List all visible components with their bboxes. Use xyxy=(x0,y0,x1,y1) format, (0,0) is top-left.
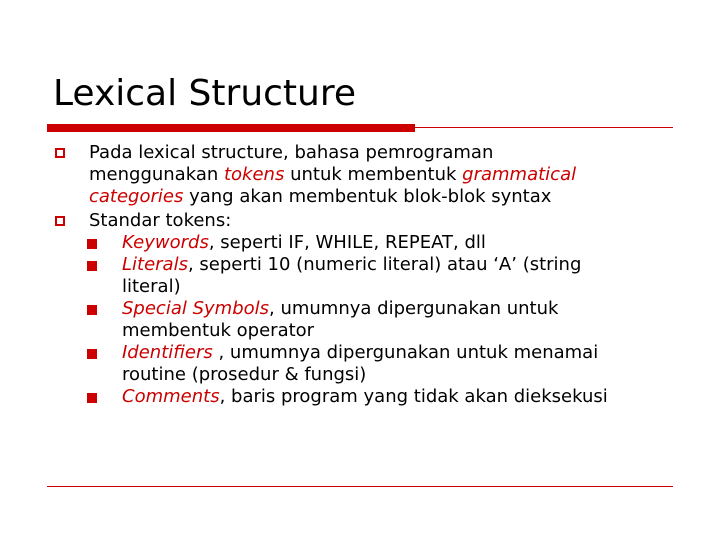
bullet-text xyxy=(89,210,692,232)
bullet-line: Standar tokens: xyxy=(89,210,232,231)
hollow-square-bullet-icon xyxy=(55,148,65,158)
filled-square-bullet-icon xyxy=(87,393,97,403)
footer-rule xyxy=(47,486,673,487)
emphasis-term: Literals xyxy=(122,254,188,275)
bullet-line: menggunakan tokens untuk membentuk grammatical xyxy=(89,164,577,185)
sub-bullet-item xyxy=(52,342,692,386)
sub-bullet-text xyxy=(122,254,692,298)
bullet-line: Literals, seperti 10 (numeric literal) atau ‘A’ (string xyxy=(122,254,582,275)
bullet-line: Identifiers , umumnya dipergunakan untuk menamai xyxy=(122,342,599,363)
bullet-item xyxy=(52,142,692,208)
sub-bullet-item xyxy=(52,232,692,254)
title-underline-thin xyxy=(415,127,673,128)
filled-square-bullet-icon xyxy=(87,349,97,359)
sub-bullet-text xyxy=(122,232,692,254)
bullet-line: routine (prosedur & fungsi) xyxy=(122,364,367,385)
bullet-line: membentuk operator xyxy=(122,320,315,341)
bullet-line: Comments, baris program yang tidak akan dieksekusi xyxy=(122,386,608,407)
filled-square-bullet-icon xyxy=(87,261,97,271)
emphasis-term: grammatical xyxy=(462,164,577,185)
filled-square-bullet-icon xyxy=(87,239,97,249)
slide-content xyxy=(52,142,692,408)
bullet-line: categories yang akan membentuk blok-blok syntax xyxy=(89,186,552,207)
sub-bullet-text xyxy=(122,342,692,386)
bullet-item xyxy=(52,210,692,232)
sub-bullet-item xyxy=(52,298,692,342)
slide-title: Lexical Structure xyxy=(53,73,357,114)
emphasis-term: Keywords xyxy=(122,232,209,253)
emphasis-term: Identifiers xyxy=(122,342,219,363)
bullet-line: Pada lexical structure, bahasa pemrograman xyxy=(89,142,494,163)
bullet-line: Keywords, seperti IF, WHILE, REPEAT, dll xyxy=(122,232,486,253)
emphasis-term: Special Symbols xyxy=(122,298,270,319)
sub-bullet-item xyxy=(52,254,692,298)
emphasis-term: tokens xyxy=(223,164,285,185)
hollow-square-bullet-icon xyxy=(55,216,65,226)
sub-bullet-text xyxy=(122,386,692,408)
sub-bullet-text xyxy=(122,298,692,342)
title-underline-thick xyxy=(47,124,415,132)
sub-bullet-item xyxy=(52,386,692,408)
emphasis-term: categories xyxy=(89,186,184,207)
bullet-text xyxy=(89,142,692,208)
bullet-line: literal) xyxy=(122,276,181,297)
emphasis-term: Comments xyxy=(122,386,220,407)
bullet-line: Special Symbols, umumnya dipergunakan untuk xyxy=(122,298,559,319)
filled-square-bullet-icon xyxy=(87,305,97,315)
